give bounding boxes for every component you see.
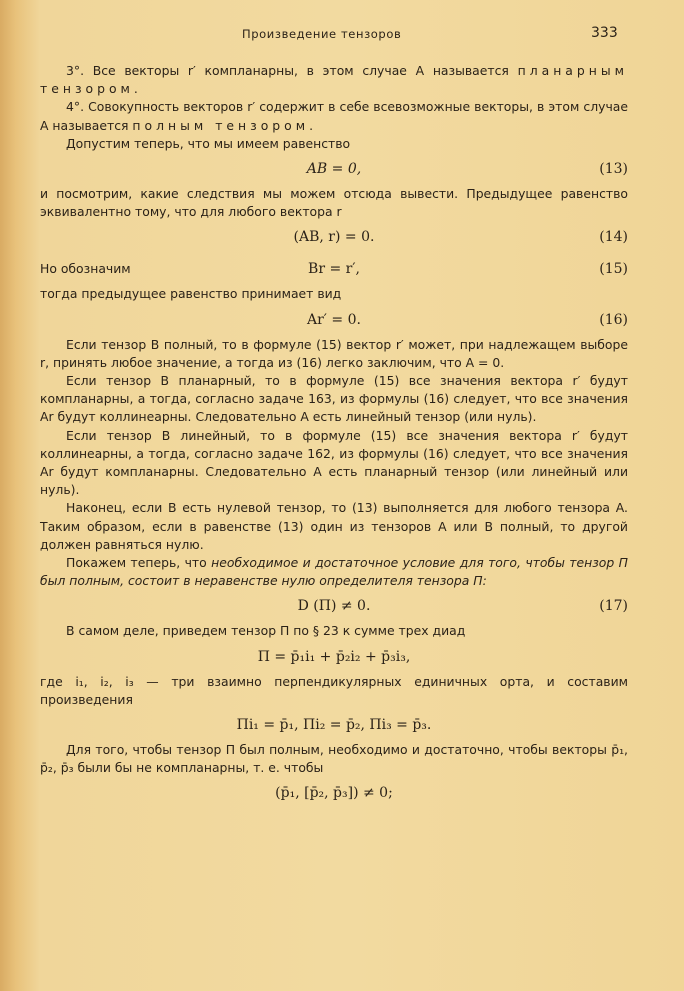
paragraph-case-linear: Если тензор B линейный, то в формуле (15) все значения вектора r′ будут коллинеарны, а тогда, согласно задаче 162, из формулы (16) следует, что все значения Ar будут компланарны. Следовательно A есть планарный тензор (или линейный или нуль).: [40, 427, 628, 498]
text-run: .: [133, 81, 138, 97]
equation-14: [40, 221, 628, 253]
paragraph-theorem: [40, 554, 628, 590]
equation-number: (17): [599, 598, 628, 615]
spaced-term: полным тензором: [132, 117, 310, 133]
equation-lead-label: Но обозначим: [40, 261, 131, 277]
equation-formula: AB = 0,: [306, 161, 362, 178]
paragraph-case-zero: Наконец, если B есть нулевой тензор, то (13) выполняется для любого тензора A. Таким образом, если в равенстве (13) один из тензоров A или B полный, то другой должен равняться нулю.: [40, 500, 628, 552]
equation-16: [40, 304, 628, 336]
page-body: [40, 62, 628, 809]
running-title: Произведение тензоров: [242, 27, 402, 41]
text-run: 3°. Все векторы r′ компланарны, в этом случае A называется: [66, 63, 518, 78]
equation-dyad-sum: [40, 641, 628, 673]
paragraph-planar: [40, 62, 628, 98]
text-run: Покажем теперь, что: [66, 555, 212, 571]
paragraph-case-planar: Если тензор B планарный, то в формуле (15) все значения вектора r′ будут компланарны, а тогда, согласно задаче 163, из формулы (16) следует, что все значения Ar будут коллинеарны. Следовательно A есть линейный тензор (или нуль).: [40, 373, 628, 425]
equation-number: (14): [599, 229, 628, 246]
equation-formula: (AB, r) = 0.: [293, 229, 375, 246]
equation-15: [40, 253, 628, 285]
equation-products: [40, 709, 628, 741]
equation-formula: Πi₁ = p̄₁, Πi₂ = p̄₂, Πi₃ = p̄₃.: [236, 717, 432, 734]
running-header: [0, 25, 684, 47]
equation-formula: (p̄₁, [p̄₂, p̄₃]) ≠ 0;: [275, 785, 393, 802]
equation-formula: Br = r′,: [308, 261, 360, 278]
paragraph-assume: Допустим теперь, что мы имеем равенство: [66, 135, 351, 151]
equation-formula: D (Π) ≠ 0.: [297, 598, 371, 615]
paragraph-proof-start: В самом деле, приведем тензор Π по § 23 к сумме трех диад: [66, 623, 466, 639]
paragraph-condition: Для того, чтобы тензор Π был полным, необходимо и достаточно, чтобы векторы p̄₁, p̄₂, p̄₃ были бы не компланарны, т. е. чтобы: [40, 742, 628, 776]
paragraph-then: тогда предыдущее равенство принимает вид: [40, 286, 342, 302]
paragraph-full: [40, 98, 628, 134]
equation-number: (13): [599, 161, 628, 178]
equation-13: [40, 153, 628, 185]
equation-number: (16): [599, 311, 628, 328]
equation-number: (15): [599, 261, 628, 278]
italic-statement: необходимое и достаточное условие для того, чтобы тензор Π был полным, состоит в неравенстве нулю определителя тензора Π:: [40, 555, 628, 589]
paragraph-consequences: и посмотрим, какие следствия мы можем отсюда вывести. Предыдущее равенство эквивалентно тому, что для любого вектора r: [40, 186, 628, 220]
equation-formula: Ar′ = 0.: [307, 311, 361, 328]
text-run: 4°. Совокупность векторов r′ содержит в себе всевозможные векторы, в этом случае A называется: [40, 99, 628, 133]
paragraph-case-full: Если тензор B полный, то в формуле (15) вектор r′ может, при надлежащем выборе r, принять любое значение, а тогда из (16) легко заключим, что A = 0.: [40, 336, 628, 370]
spaced-term: планарным тензором: [40, 63, 628, 97]
paragraph-orts: где i₁, i₂, i₃ — три взаимно перпендикулярных единичных орта, и составим произведения: [40, 673, 628, 707]
equation-formula: Π = p̄₁i₁ + p̄₂i₂ + p̄₃i₃,: [257, 648, 411, 665]
equation-17: [40, 590, 628, 622]
equation-mixed-product: [40, 777, 628, 809]
text-run: .: [309, 117, 314, 133]
page-number: 333: [591, 25, 618, 41]
